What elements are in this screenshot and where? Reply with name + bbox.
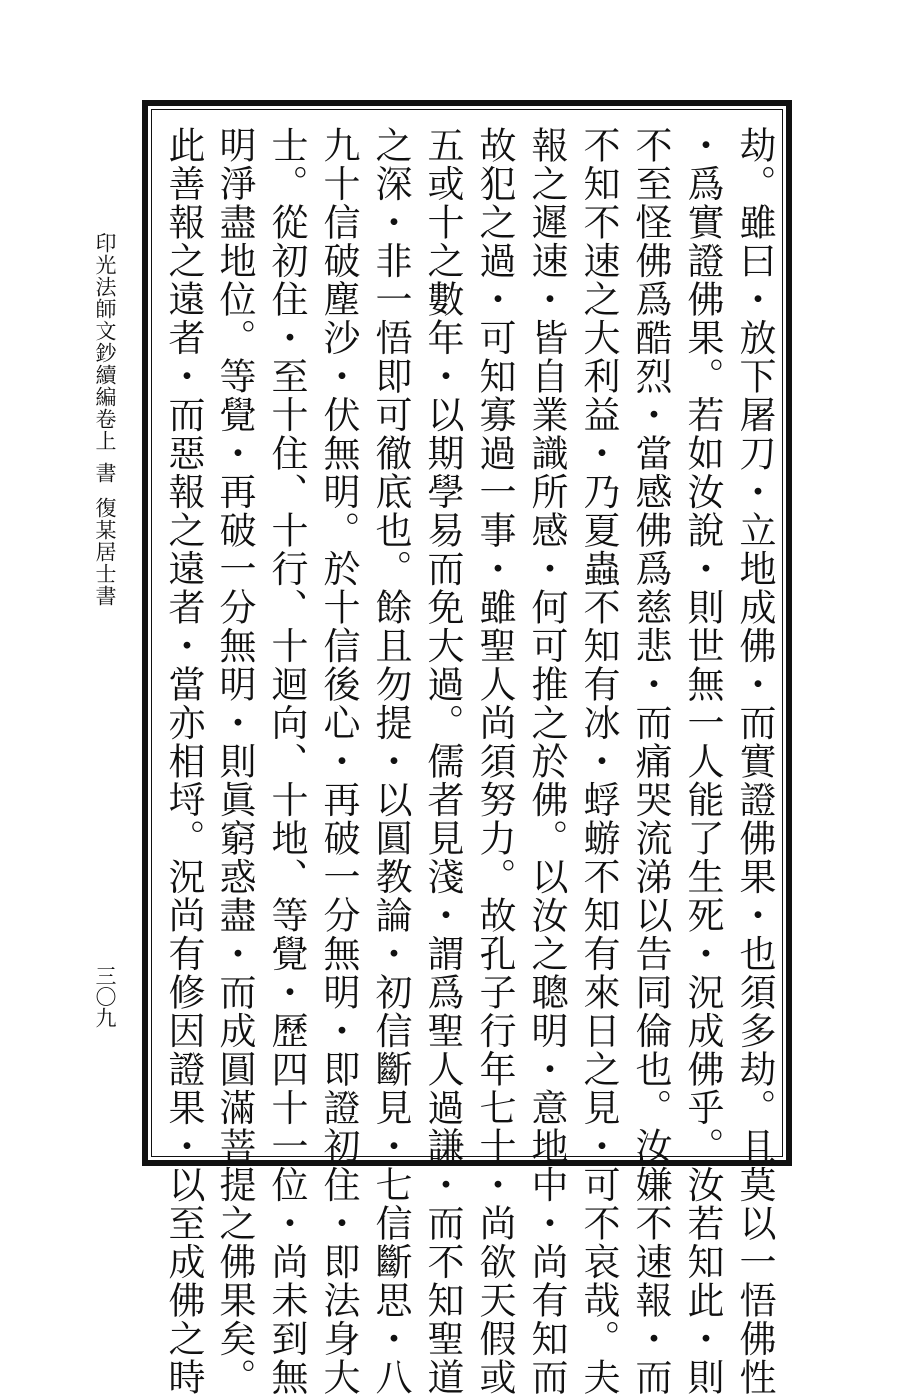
text-column: 不知不速之大利益・乃夏蟲不知有冰・蜉蝣不知有來日之見・可不哀哉。夫 xyxy=(577,126,620,1397)
text-body xyxy=(160,126,780,1397)
text-column: 士。從初住・至十住、十行、十迴向、十地、等覺・歷四十一位・尚未到無 xyxy=(265,126,308,1397)
section-label: 書 xyxy=(93,462,117,483)
letter-title: 復某居士書 xyxy=(93,497,117,607)
page-number: 三〇九 xyxy=(93,965,117,1028)
text-column: 九十信破塵沙・伏無明。於十信後心・再破一分無明・即證初住・即法身大 xyxy=(317,126,360,1397)
text-column: 之深・非一悟即可徹底也。餘且勿提・以圓教論・初信斷見・七信斷思・八 xyxy=(369,126,412,1397)
text-column: 明淨盡地位。等覺・再破一分無明・則眞窮惑盡・而成圓滿菩提之佛果矣。 xyxy=(213,126,256,1397)
text-column: 五或十之數年・以期學易而免大過。儒者見淺・謂爲聖人過謙・而不知聖道 xyxy=(421,126,464,1397)
text-column: 劫。雖曰・放下屠刀・立地成佛・而實證佛果・也須多劫。且莫以一悟佛性 xyxy=(733,126,776,1397)
text-column: ・爲實證佛果。若如汝說・則世無一人能了生死・況成佛乎。汝若知此・則 xyxy=(681,126,724,1397)
text-column: 故犯之過・可知寡過一事・雖聖人尚須努力。故孔子行年七十・尚欲天假或 xyxy=(473,126,516,1397)
text-column: 此善報之遠者・而惡報之遠者・當亦相埒。況尚有修因證果・以至成佛之時 xyxy=(162,126,205,1397)
text-column: 不至怪佛爲酷烈・當感佛爲慈悲・而痛哭流涕以告同倫也。汝嫌不速報・而 xyxy=(629,126,672,1397)
book-title: 印光法師文鈔續編卷上 xyxy=(93,232,117,452)
text-column: 報之遲速・皆自業識所感・何可推之於佛。以汝之聰明・意地中・尚有知而 xyxy=(525,126,568,1397)
